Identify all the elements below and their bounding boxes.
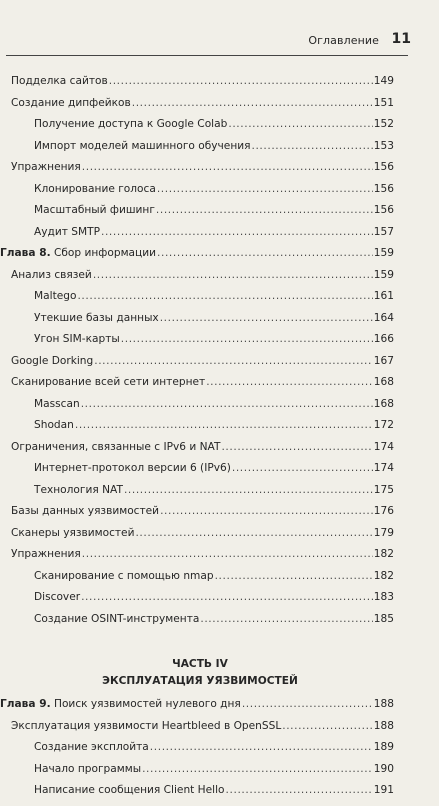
toc-entry-title	[11, 355, 93, 367]
part-title: ЧАСТЬ IV	[172, 658, 228, 670]
toc-entry-title	[11, 548, 81, 560]
toc-entry-title	[11, 527, 134, 539]
part-subtitle: ЭКСПЛУАТАЦИЯ УЯЗВИМОСТЕЙ	[102, 675, 298, 687]
toc-entry-page: 151	[373, 96, 394, 109]
entry-text: Утекшие базы данных	[34, 311, 159, 324]
toc-entry-title	[11, 97, 131, 109]
entry-text: Базы данных уязвимостей	[11, 505, 160, 517]
toc-entry-page: 175	[373, 483, 394, 496]
entry-text: Google Dorking	[11, 354, 94, 367]
entry-text: Импорт моделей машинного обучения	[34, 139, 251, 152]
dot-leader	[232, 462, 373, 474]
toc-list-top	[0, 75, 439, 634]
toc-entry	[0, 376, 439, 398]
toc-entry	[0, 591, 439, 613]
toc-entry-page: 157	[373, 225, 394, 238]
dot-leader	[82, 161, 373, 173]
running-title: Оглавление	[308, 34, 379, 47]
entry-text: Масштабный фишинг	[34, 204, 155, 216]
dot-leader	[132, 97, 373, 109]
toc-entry-page: 174	[373, 440, 394, 453]
dot-leader	[81, 591, 373, 603]
entry-text: Аудит SMTP	[34, 225, 100, 238]
toc-entry-title	[34, 226, 100, 238]
toc-entry-page: 179	[373, 526, 394, 539]
toc-entry	[0, 398, 439, 420]
dot-leader	[200, 613, 372, 625]
toc-entry	[0, 505, 439, 527]
entry-text: Получение доступа к Google Colab	[34, 118, 228, 130]
entry-text: Discover	[34, 591, 81, 603]
toc-entry-title	[34, 419, 74, 431]
toc-entry-title	[34, 784, 225, 796]
header-rule	[6, 55, 408, 56]
toc-entry-title	[11, 441, 220, 453]
toc-entry-page: 191	[373, 784, 394, 796]
toc-entry	[0, 75, 439, 97]
dot-leader	[93, 269, 373, 281]
toc-entry-title	[0, 247, 156, 259]
toc-entry	[0, 484, 439, 506]
entry-text: Анализ связей	[11, 268, 92, 281]
dot-leader	[206, 376, 373, 388]
toc-entry	[0, 419, 439, 441]
toc-entry	[0, 204, 439, 226]
entry-text: Эксплуатация уязвимости Heartbleed в OpenSSL	[11, 719, 282, 732]
toc-entry-title	[34, 183, 156, 195]
dot-leader	[252, 140, 373, 152]
toc-entry	[0, 763, 439, 785]
dot-leader	[101, 226, 373, 238]
dot-leader	[75, 419, 373, 431]
entry-text: Сканеры уязвимостей	[11, 526, 135, 539]
toc-entry-page: 185	[373, 612, 394, 625]
toc-entry-title	[11, 376, 205, 388]
dot-leader	[215, 570, 373, 582]
toc-entry-title	[34, 333, 120, 345]
toc-entry-title	[34, 741, 149, 753]
toc-entry-title	[34, 312, 159, 324]
dot-leader	[124, 484, 373, 496]
toc-entry-page: 167	[373, 354, 394, 367]
toc-entry-title	[34, 484, 123, 496]
toc-entry	[0, 462, 439, 484]
toc-entry-title	[34, 290, 76, 302]
toc-entry	[0, 97, 439, 119]
toc-entry	[0, 226, 439, 248]
toc-entry-title	[11, 720, 281, 732]
toc-list-bottom	[0, 698, 439, 806]
toc-entry-page: 190	[373, 762, 394, 775]
dot-leader	[109, 75, 373, 87]
toc-entry-title	[34, 118, 227, 130]
dot-leader	[157, 247, 373, 259]
dot-leader	[77, 290, 372, 302]
toc-entry	[0, 613, 439, 635]
toc-entry-title	[34, 570, 214, 582]
dot-leader	[135, 527, 372, 539]
dot-leader	[282, 720, 373, 732]
toc-entry-title	[34, 140, 251, 152]
toc-entry-title	[34, 462, 231, 474]
chapter-label: Глава 9.	[0, 698, 51, 710]
dot-leader	[160, 505, 373, 517]
table-of-contents	[0, 75, 439, 806]
entry-text: Masscan	[34, 397, 80, 410]
toc-entry-page: 183	[373, 591, 394, 603]
toc-entry-page: 161	[373, 290, 394, 302]
toc-entry-title	[34, 763, 141, 775]
toc-entry-title	[11, 269, 92, 281]
toc-entry	[0, 269, 439, 291]
entry-text: Сканирование с помощью nmap	[34, 569, 214, 582]
toc-entry	[0, 290, 439, 312]
toc-entry-page: 153	[373, 139, 394, 152]
toc-entry-page: 156	[373, 182, 394, 195]
toc-entry-page: 166	[373, 333, 394, 345]
toc-entry	[0, 570, 439, 592]
toc-chapter-entry	[0, 698, 439, 720]
entry-text: Технология NAT	[34, 483, 123, 496]
toc-entry-page: 188	[373, 698, 394, 710]
entry-text: Создание OSINT-инструмента	[34, 612, 200, 625]
toc-entry-title	[11, 505, 159, 517]
dot-leader	[157, 183, 373, 195]
toc-entry-title	[34, 398, 80, 410]
toc-entry	[0, 548, 439, 570]
toc-entry	[0, 312, 439, 334]
toc-entry-title	[34, 591, 80, 603]
toc-entry-page: 156	[373, 161, 394, 173]
dot-leader	[221, 441, 372, 453]
toc-chapter-entry	[0, 247, 439, 269]
toc-entry	[0, 441, 439, 463]
toc-entry-page: 168	[373, 376, 394, 388]
entry-text: Shodan	[34, 419, 74, 431]
entry-text: Интернет-протокол версии 6 (IPv6)	[34, 462, 231, 474]
dot-leader	[94, 355, 373, 367]
toc-entry	[0, 784, 439, 806]
page-number: 11	[391, 31, 411, 47]
toc-entry	[0, 118, 439, 140]
toc-entry	[0, 527, 439, 549]
dot-leader	[226, 784, 373, 796]
entry-text: Угон SIM-карты	[34, 333, 120, 345]
chapter-label: Глава 8.	[0, 247, 51, 259]
dot-leader	[160, 312, 373, 324]
toc-entry-title	[11, 75, 108, 87]
toc-entry-page: 189	[373, 741, 394, 753]
dot-leader	[156, 204, 373, 216]
entry-text: Сканирование всей сети интернет	[11, 376, 206, 388]
entry-text: Подделка сайтов	[11, 75, 108, 87]
entry-text: Создание дипфейков	[11, 96, 131, 109]
toc-entry-page: 168	[373, 397, 394, 410]
toc-entry-page: 188	[373, 719, 394, 732]
entry-text: Maltego	[34, 290, 77, 302]
toc-entry-page: 149	[373, 75, 394, 87]
toc-entry-page: 172	[373, 419, 394, 431]
entry-text: Поиск уязвимостей нулевого дня	[53, 698, 241, 710]
dot-leader	[82, 548, 373, 560]
toc-entry-title	[34, 204, 155, 216]
toc-entry-title	[11, 161, 81, 173]
toc-entry-page: 159	[373, 268, 394, 281]
dot-leader	[81, 398, 373, 410]
entry-text: Ограничения, связанные с IPv6 и NAT	[11, 440, 221, 453]
entry-text: Клонирование голоса	[34, 182, 156, 195]
entry-text: Написание сообщения Client Hello	[34, 784, 225, 796]
dot-leader	[150, 741, 373, 753]
toc-entry	[0, 741, 439, 763]
dot-leader	[142, 763, 373, 775]
entry-text: Упражнения	[11, 161, 81, 173]
entry-text: Начало программы	[34, 762, 142, 775]
toc-entry	[0, 161, 439, 183]
toc-entry	[0, 333, 439, 355]
toc-entry-page: 182	[373, 569, 394, 582]
dot-leader	[121, 333, 373, 345]
page-header	[0, 30, 439, 50]
toc-entry	[0, 720, 439, 742]
toc-entry	[0, 183, 439, 205]
entry-text: Создание эксплойта	[34, 741, 149, 753]
entry-text: Упражнения	[11, 548, 81, 560]
entry-text: Сбор информации	[53, 247, 157, 259]
toc-entry	[0, 140, 439, 162]
toc-entry	[0, 355, 439, 377]
toc-entry-page: 182	[373, 548, 394, 560]
dot-leader	[228, 118, 372, 130]
toc-entry-page: 174	[373, 462, 394, 474]
toc-entry-title	[34, 613, 199, 625]
toc-entry-page: 164	[373, 311, 394, 324]
toc-entry-page: 152	[373, 118, 394, 130]
toc-entry-page: 176	[373, 505, 394, 517]
toc-entry-page: 159	[373, 247, 394, 259]
toc-entry-page: 156	[373, 204, 394, 216]
